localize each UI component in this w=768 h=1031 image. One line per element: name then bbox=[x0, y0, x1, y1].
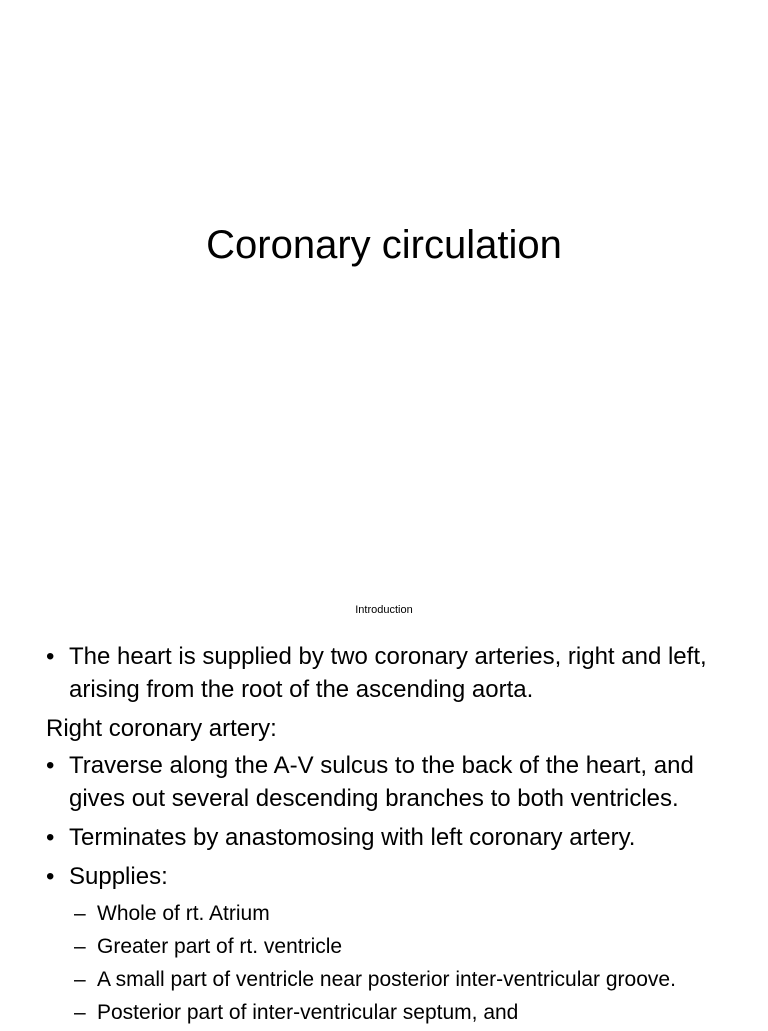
bullet-text: Supplies: bbox=[69, 863, 168, 890]
section-label: Right coronary artery: bbox=[46, 715, 277, 742]
dash-glyph: – bbox=[74, 935, 86, 958]
bullet-glyph: • bbox=[46, 752, 55, 779]
bullet-glyph: • bbox=[46, 824, 55, 851]
sub-bullet-text: Greater part of rt. ventricle bbox=[97, 935, 343, 958]
bullet-item bbox=[46, 860, 746, 893]
dash-glyph: – bbox=[74, 1001, 86, 1024]
sub-bullet-text: Whole of rt. Atrium bbox=[97, 902, 270, 925]
bullet-item bbox=[46, 821, 746, 854]
sub-bullet-item bbox=[46, 899, 746, 928]
slide-content bbox=[46, 640, 746, 1031]
dash-glyph: – bbox=[74, 902, 86, 925]
bullet-text: Terminates by anastomosing with left coronary artery. bbox=[69, 824, 636, 851]
slide-heading: Introduction bbox=[355, 604, 413, 616]
sub-bullet-text: A small part of ventricle near posterior inter-ventricular groove. bbox=[97, 968, 676, 991]
bullet-item bbox=[46, 749, 746, 815]
bullet-item bbox=[46, 640, 746, 706]
bullet-text: The heart is supplied by two coronary arteries, right and left, arising from the root of the ascending aorta. bbox=[69, 643, 707, 703]
bullet-glyph: • bbox=[46, 643, 55, 670]
bullet-glyph: • bbox=[46, 863, 55, 890]
sub-bullet-text: Posterior part of inter-ventricular septum, and bbox=[97, 1001, 519, 1024]
slide-title: Coronary circulation bbox=[206, 223, 562, 267]
dash-glyph: – bbox=[74, 968, 86, 991]
sub-bullet-item bbox=[46, 965, 746, 994]
bullet-text: Traverse along the A-V sulcus to the back of the heart, and gives out several descending branches to both ventricles. bbox=[69, 752, 694, 812]
sub-bullet-item bbox=[46, 932, 746, 961]
sub-bullet-item bbox=[46, 998, 746, 1027]
